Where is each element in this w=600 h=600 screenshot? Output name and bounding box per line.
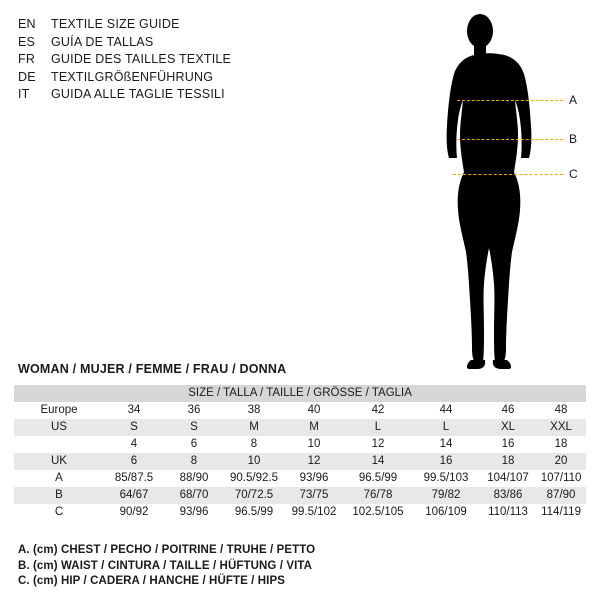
cell: 106/109 [412,504,480,521]
language-text: TEXTILGRÖßENFÜHRUNG [51,69,214,84]
cell: 40 [284,402,344,419]
cell: 38 [224,402,284,419]
cell: 16 [480,436,536,453]
cell: L [344,419,412,436]
cell: S [164,419,224,436]
measure-line-b [457,139,563,140]
cell: L [412,419,480,436]
cell: 6 [104,453,164,470]
cell: 90.5/92.5 [224,470,284,487]
table-header-label: SIZE / TALLA / TAILLE / GRÖSSE / TAGLIA [14,385,586,402]
cell: 14 [412,436,480,453]
cell: XXL [536,419,586,436]
body-figure [395,8,595,378]
cell: 4 [104,436,164,453]
row-label: A [14,470,104,487]
cell: 88/90 [164,470,224,487]
cell: 42 [344,402,412,419]
measure-line-a [457,100,563,101]
cell: 44 [412,402,480,419]
cell: 104/107 [480,470,536,487]
cell: 12 [344,436,412,453]
language-code: DE [18,69,36,84]
cell: 10 [284,436,344,453]
table-row [14,470,586,487]
cell: 102.5/105 [344,504,412,521]
female-silhouette-icon [395,8,595,378]
language-row [18,34,348,52]
measure-line-c [453,174,563,175]
cell: 83/86 [480,487,536,504]
cell: 48 [536,402,586,419]
cell: 10 [224,453,284,470]
cell: 16 [412,453,480,470]
language-row [18,86,348,104]
cell: 76/78 [344,487,412,504]
size-table [14,385,586,521]
row-label: US [14,419,104,436]
cell: 8 [164,453,224,470]
table-row [14,402,586,419]
cell: 99.5/103 [412,470,480,487]
footnote-list [18,543,578,590]
cell: 93/96 [164,504,224,521]
language-code: ES [18,34,36,49]
footnote-a: A. (cm) CHEST / PECHO / POITRINE / TRUHE / PETTO [18,544,316,556]
table-row [14,436,586,453]
measure-label-c: C [569,167,578,181]
cell: 96.5/99 [344,470,412,487]
table-row [14,453,586,470]
cell: 18 [480,453,536,470]
cell: 36 [164,402,224,419]
cell: 96.5/99 [224,504,284,521]
cell: 87/90 [536,487,586,504]
language-text: GUIDE DES TAILLES TEXTILE [51,52,232,66]
footnote-c: C. (cm) HIP / CADERA / HANCHE / HÜFTE / HIPS [18,575,286,587]
cell: 8 [224,436,284,453]
cell: 93/96 [284,470,344,487]
cell: 110/113 [480,504,536,521]
cell: S [104,419,164,436]
language-code: IT [18,87,30,101]
cell: 73/75 [284,487,344,504]
row-label: UK [14,453,104,470]
language-code: FR [18,52,36,66]
cell: 99.5/102 [284,504,344,521]
language-row [18,69,348,87]
measure-label-b: B [569,132,578,146]
language-text: GUIDA ALLE TAGLIE TESSILI [51,87,225,101]
cell: 79/82 [412,487,480,504]
language-list [18,16,348,104]
cell: 6 [164,436,224,453]
row-label: B [14,487,104,504]
table-row [14,504,586,521]
cell: 46 [480,402,536,419]
table-row [14,419,586,436]
cell: XL [480,419,536,436]
cell: 34 [104,402,164,419]
language-text: TEXTILE SIZE GUIDE [51,17,180,31]
language-text: GUÍA DE TALLAS [51,34,154,49]
cell: 14 [344,453,412,470]
cell: 12 [284,453,344,470]
table-header-row [14,385,586,402]
row-label: C [14,504,104,521]
measure-label-a: A [569,93,578,107]
cell: 90/92 [104,504,164,521]
cell: M [284,419,344,436]
cell: M [224,419,284,436]
size-table-wrapper [14,385,586,521]
language-row [18,16,348,34]
table-row [14,487,586,504]
cell: 114/119 [536,504,586,521]
cell: 70/72.5 [224,487,284,504]
language-code: EN [18,17,36,31]
language-row [18,51,348,69]
section-title: WOMAN / MUJER / FEMME / FRAU / DONNA [18,362,287,376]
row-label: Europe [14,402,104,419]
cell: 107/110 [536,470,586,487]
cell: 18 [536,436,586,453]
footnote-b: B. (cm) WAIST / CINTURA / TAILLE / HÜFTUNG / VITA [18,559,313,572]
row-label [14,436,104,453]
cell: 64/67 [104,487,164,504]
cell: 68/70 [164,487,224,504]
cell: 20 [536,453,586,470]
cell: 85/87.5 [104,470,164,487]
